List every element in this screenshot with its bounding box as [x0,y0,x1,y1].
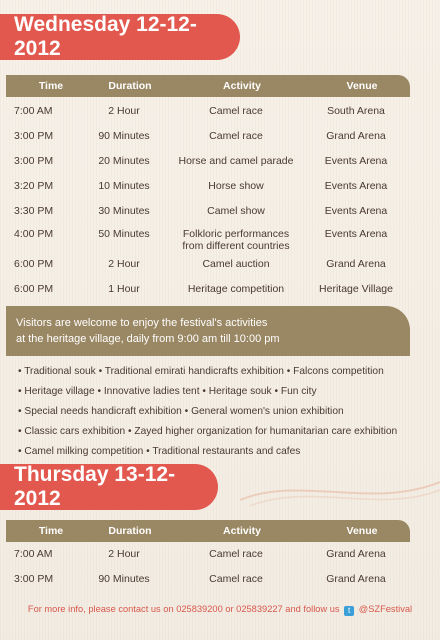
row-activity: Camel auction [202,258,270,270]
row-activity: Camel race [209,548,263,560]
row-activity: Heritage competition [187,283,285,295]
header-activity: Activity [223,80,261,92]
list-item: • Classic cars exhibition • Zayed higher organization for humanitarian care exhibition [18,426,398,437]
header-activity: Activity [223,525,261,537]
row-time: 7:00 AM [14,105,53,117]
row-venue: Grand Arena [326,130,386,142]
row-venue: Grand Arena [326,258,386,270]
list-item: • Special needs handicraft exhibition • General women's union exhibition [18,406,344,417]
row-duration: 2 Hour [108,548,140,560]
row-time: 3:00 PM [14,155,54,167]
row-venue: Grand Arena [326,548,386,560]
list-item: • Camel milking competition • Traditional restaurants and cafes [18,446,301,457]
row-duration: 20 Minutes [98,155,150,167]
footer-text: For more info, please contact us on 025839200 or 025839227 and follow us [27,604,340,614]
header-time: Time [38,80,64,92]
row-duration: 10 Minutes [98,180,150,192]
row-activity: Camel race [209,105,263,117]
row-time: 7:00 AM [14,548,53,560]
header-duration: Duration [108,80,152,92]
row-duration: 1 Hour [108,283,140,295]
row-activity: Camel race [209,130,263,142]
list-item: • Heritage village • Innovative ladies tent • Heritage souk • Fun city [18,386,317,397]
row-venue: Events Arena [324,228,388,240]
row-duration: 90 Minutes [98,130,150,142]
row-activity: Folkloric performances from different countries [182,228,290,252]
schedule-table-header [6,520,410,542]
header-duration: Duration [108,525,152,537]
day-title-thursday: Thursday 13-12-2012 [0,464,218,510]
activities-list [18,362,433,462]
row-duration: 90 Minutes [98,573,150,585]
header-venue: Venue [346,525,378,537]
header-venue: Venue [346,80,378,92]
list-item: • Traditional souk • Traditional emirati handicrafts exhibition • Falcons competition [18,366,384,377]
row-time: 6:00 PM [14,258,54,270]
day-title-wednesday: Wednesday 12-12-2012 [0,14,240,60]
notice-line-2: at the heritage village, daily from 9:00 am till 10:00 pm [16,333,280,345]
row-activity: Camel show [207,205,265,217]
row-time: 6:00 PM [14,283,54,295]
row-time: 3:20 PM [14,180,54,192]
row-time: 4:00 PM [14,228,54,240]
row-time: 3:00 PM [14,130,54,142]
notice-line-1: Visitors are welcome to enjoy the festival's activities [16,317,268,329]
row-time: 3:30 PM [14,205,54,217]
row-activity: Horse and camel parade [178,155,294,167]
row-venue: Events Arena [324,180,388,192]
twitter-handle[interactable]: @SZFestival [358,604,413,614]
row-duration: 2 Hour [108,105,140,117]
contact-footer [0,604,440,616]
row-duration: 50 Minutes [98,228,150,240]
twitter-icon[interactable]: t [344,606,354,616]
header-time: Time [38,525,64,537]
row-activity: Camel race [209,573,263,585]
row-venue: Events Arena [324,205,388,217]
row-duration: 2 Hour [108,258,140,270]
row-venue: South Arena [327,105,385,117]
row-venue: Heritage Village [319,283,393,295]
row-venue: Grand Arena [326,573,386,585]
schedule-table-header [6,75,410,97]
decorative-swoosh [240,470,440,510]
row-activity: Horse show [208,180,264,192]
row-venue: Events Arena [324,155,388,167]
heritage-village-notice [6,306,410,356]
row-duration: 30 Minutes [98,205,150,217]
row-time: 3:00 PM [14,573,54,585]
